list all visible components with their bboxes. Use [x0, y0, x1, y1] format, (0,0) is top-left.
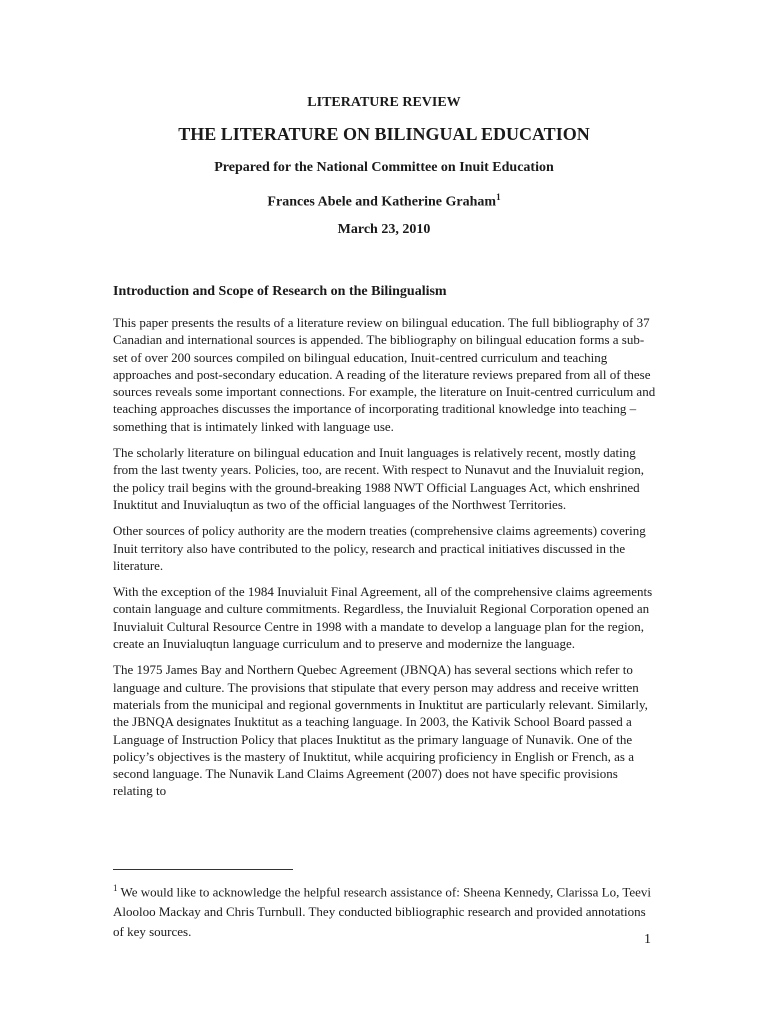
body-text — [113, 314, 658, 809]
paragraph: The 1975 James Bay and Northern Quebec Agreement (JBNQA) has several sections which refer to language and culture. The provisions that stipulate that every person may address and receive written materials from the municipal and regional governments in Inuktitut are particularly relevant. Similarly, the JBNQA designates Inuktitut as a teaching language. In 2003, the Kativik School Board passed a Language of Instruction Policy that places Inuktitut as the primary language of Nunavik. One of the policy’s objectives is the mastery of Inuktitut, while acquiring proficiency in English or French, as a second language. The Nunavik Land Claims Agreement (2007) does not have specific provisions relating to — [113, 662, 648, 799]
page-number: 1 — [644, 932, 651, 947]
authors-line — [0, 192, 768, 211]
section-heading: Introduction and Scope of Research on the Bilingualism — [113, 284, 447, 299]
paragraph: Other sources of policy authority are the modern treaties (comprehensive claims agreements) covering Inuit territory also have contributed to the policy, research and practical initiatives discussed in the literature. — [113, 523, 646, 573]
author-footnote-marker: 1 — [496, 192, 501, 202]
paragraph: With the exception of the 1984 Inuvialuit Final Agreement, all of the comprehensive claims agreements contain language and culture commitments. Regardless, the Inuvialuit Regional Corporation opened an Inuvialuit Cultural Resource Centre in 1998 with a mandate to develop a language plan for the region, create an Inuvialuqtun language curriculum and to preserve and modernize the language. — [113, 584, 653, 652]
footnote-divider — [113, 869, 293, 870]
footnote-marker: 1 — [113, 883, 118, 893]
paragraph: This paper presents the results of a literature review on bilingual education. The full bibliography of 37 Canadian and international sources is appended. The bibliography on bilingual education forms a sub-set of over 200 sources compiled on bilingual education, Inuit-centred curriculum and teaching approaches and post-secondary education. A reading of the literature reviews prepared from all of these sources reveals some important connections. For example, the literature on Inuit-centred curriculum and teaching approaches discusses the importance of incorporating traditional knowledge into teaching – something that is intimately linked with language use. — [113, 315, 656, 434]
document-date: March 23, 2010 — [337, 222, 431, 237]
document-title: THE LITERATURE ON BILINGUAL EDUCATION — [178, 124, 590, 144]
footnote — [113, 878, 658, 942]
footnote-text: We would like to acknowledge the helpful research assistance of: Sheena Kennedy, Clarissa Lo, Teevi Alooloo Mackay and Chris Turnbull. They conducted bibliographic research and provided annotations of key sources. — [113, 884, 652, 940]
paragraph: The scholarly literature on bilingual education and Inuit languages is relatively recent, mostly dating from the last twenty years. Policies, too, are recent. With respect to Nunavut and the Inuvialuit region, the policy trail begins with the ground-breaking 1988 NWT Official Languages Act, which enshrined Inuktitut and Inuvialuqtun as two of the official languages of the Northwest Territories. — [113, 445, 645, 512]
authors-names: Frances Abele and Katherine Graham — [267, 194, 497, 210]
document-label: LITERATURE REVIEW — [307, 95, 461, 110]
prepared-for-line: Prepared for the National Committee on Inuit Education — [214, 160, 554, 175]
